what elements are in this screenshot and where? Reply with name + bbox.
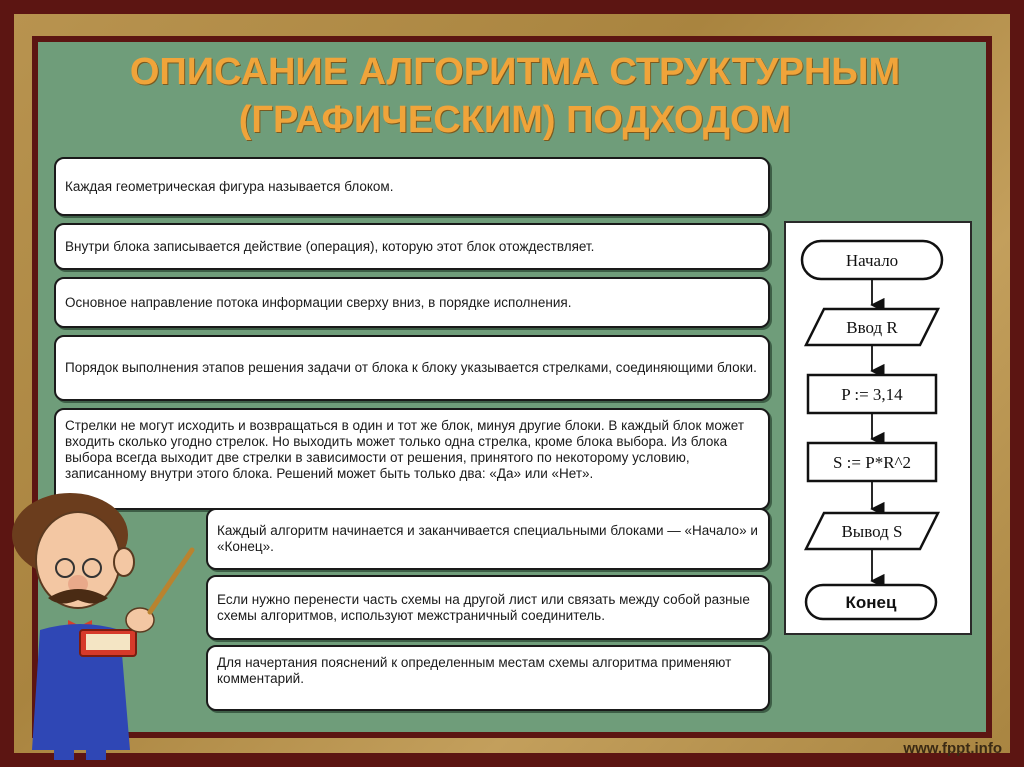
info-card-text: Для начертания пояснений к определенным местам схемы алгоритма применяют комментарий. [217, 655, 732, 686]
info-card-4 [54, 335, 770, 401]
info-card-text: Внутри блока записывается действие (операция), которую этот блок отождествляет. [65, 238, 595, 254]
professor-illustration [10, 480, 210, 760]
output-label: Вывод S [841, 522, 903, 541]
info-card-1 [54, 157, 770, 216]
info-card-text: Порядок выполнения этапов решения задачи от блока к блоку указывается стрелками, соединяющими блоки. [65, 360, 757, 375]
info-card-6 [206, 508, 770, 570]
input-label: Ввод R [846, 318, 898, 337]
title-line-2: (ГРАФИЧЕСКИМ) ПОДХОДОМ [238, 99, 792, 141]
end-label: Конец [845, 593, 897, 612]
info-card-2 [54, 223, 770, 270]
info-card-3 [54, 277, 770, 328]
flowchart-diagram [786, 223, 970, 633]
site-watermark: www.fppt.info [903, 740, 1002, 757]
info-card-text: Если нужно перенести часть схемы на другой лист или связать между собой разные схемы алгоритмов, используют межстраничный соединитель. [217, 591, 750, 623]
info-card-8 [206, 645, 770, 711]
info-card-7 [206, 575, 770, 640]
info-card-text: Каждый алгоритм начинается и заканчивается специальными блоками — «Начало» и «Конец». [217, 523, 758, 554]
info-card-text: Стрелки не могут исходить и возвращаться в один и тот же блок, минуя другие блоки. В каждый блок может входить сколько угодно стрелок. Но выходить может только одна стрелка, кроме блока выбора. Из блока выбора всегда выходит две стрелки в зависимости от решения, принятого по некоторому условию, записанному внутри этого блока. Решений может быть только два: «Да» или «Нет». [65, 418, 745, 481]
info-card-text: Каждая геометрическая фигура называется блоком. [65, 178, 394, 194]
start-label: Начало [845, 251, 899, 270]
info-card-text: Основное направление потока информации сверху вниз, в порядке исполнения. [65, 294, 572, 310]
title-line-1: ОПИСАНИЕ АЛГОРИТМА СТРУКТУРНЫМ [129, 51, 901, 93]
flowchart-panel [784, 221, 972, 635]
process-label-1: P := 3,14 [841, 385, 903, 404]
process-label-2: S := P*R^2 [832, 453, 912, 472]
slide-title [60, 48, 970, 144]
